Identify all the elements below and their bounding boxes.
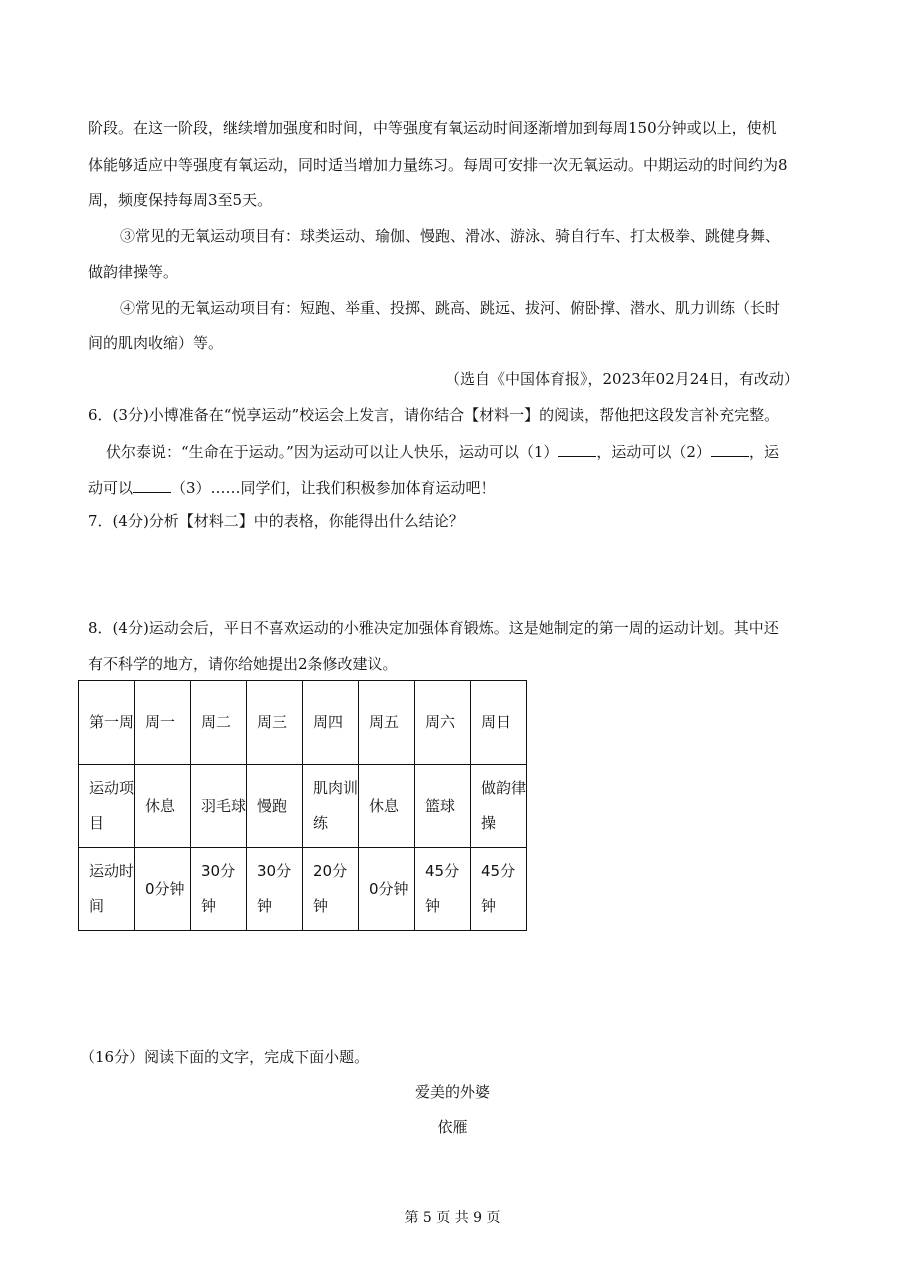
table-cell: 30分钟 xyxy=(247,848,303,931)
page-footer: 第 5 页 共 9 页 xyxy=(404,1210,501,1226)
table-cell: 运动时间 xyxy=(79,848,135,931)
table-cell: 周六 xyxy=(415,681,471,765)
paragraph-line: ③常见的无氧运动项目有：球类运动、瑜伽、慢跑、滑冰、游泳、骑自行车、打太极拳、跳健身舞、 xyxy=(120,227,781,245)
question-6-text: （3）……同学们，让我们积极参加体育运动吧！ xyxy=(171,479,496,497)
section-intro: （16分）阅读下面的文字，完成下面小题。 xyxy=(80,1048,370,1066)
question-6-text: ，运 xyxy=(748,443,779,461)
table-cell: 45分钟 xyxy=(415,848,471,931)
table-cell: 20分钟 xyxy=(303,848,359,931)
table-cell: 篮球 xyxy=(415,765,471,848)
paragraph-line: ④常见的无氧运动项目有：短跑、举重、投掷、跳高、跳远、拔河、俯卧撑、潜水、肌力训练（长时 xyxy=(120,299,781,317)
table-cell: 周四 xyxy=(303,681,359,765)
table-row xyxy=(79,765,527,848)
table-cell: 周一 xyxy=(135,681,191,765)
article-author: 依雁 xyxy=(437,1118,468,1136)
table-cell: 休息 xyxy=(135,765,191,848)
table-cell: 休息 xyxy=(359,765,415,848)
table-cell: 第一周 xyxy=(79,681,135,765)
paragraph-line: 做韵律操等。 xyxy=(88,263,179,281)
question-6-text: ，运动可以（2） xyxy=(596,443,711,461)
table-cell: 30分钟 xyxy=(191,848,247,931)
table-cell: 周二 xyxy=(191,681,247,765)
table-cell: 0分钟 xyxy=(135,848,191,931)
paragraph-line: 间的肌肉收缩）等。 xyxy=(88,334,224,352)
table-cell: 羽毛球 xyxy=(191,765,247,848)
table-row xyxy=(79,681,527,765)
question-6-line-2 xyxy=(88,476,496,498)
table-row xyxy=(79,848,527,931)
article-title: 爱美的外婆 xyxy=(414,1083,490,1101)
question-7-title: 7．(4分)分析【材料二】中的表格，你能得出什么结论？ xyxy=(88,512,464,530)
exercise-plan-table xyxy=(78,680,527,931)
question-8-line-1: 8．(4分)运动会后，平日不喜欢运动的小雅决定加强体育锻炼。这是她制定的第一周的运动计划。其中还 xyxy=(88,619,779,637)
table-cell: 运动项目 xyxy=(79,765,135,848)
table-cell: 慢跑 xyxy=(247,765,303,848)
question-6-line-1 xyxy=(106,440,779,462)
paragraph-line: 阶段。在这一阶段，继续增加强度和时间，中等强度有氧运动时间逐渐增加到每周150分钟或以上，使机 xyxy=(88,119,777,137)
paragraph-line: 体能够适应中等强度有氧运动，同时适当增加力量练习。每周可安排一次无氧运动。中期运动的时间约为8 xyxy=(88,156,788,174)
question-8-line-2: 有不科学的地方，请你给她提出2条修改建议。 xyxy=(88,655,398,673)
table-cell: 0分钟 xyxy=(359,848,415,931)
table-cell: 肌肉训练 xyxy=(303,765,359,848)
table-cell: 周五 xyxy=(359,681,415,765)
question-6-text: 伏尔泰说：“生命在于运动。”因为运动可以让人快乐，运动可以（1） xyxy=(106,443,559,461)
answer-blank-2[interactable] xyxy=(711,440,749,457)
table-cell: 周日 xyxy=(471,681,527,765)
question-6-title: 6．(3分)小博准备在“悦享运动”校运会上发言，请你结合【材料一】的阅读，帮他把这段发言补充完整。 xyxy=(88,406,780,424)
answer-blank-3[interactable] xyxy=(133,476,171,493)
table-cell: 45分钟 xyxy=(471,848,527,931)
paragraph-line: 周，频度保持每周3至5天。 xyxy=(88,191,273,209)
question-6-text: 动可以 xyxy=(88,479,134,497)
table-cell: 周三 xyxy=(247,681,303,765)
answer-blank-1[interactable] xyxy=(558,440,596,457)
table-cell: 做韵律操 xyxy=(471,765,527,848)
source-citation: （选自《中国体育报》，2023年02月24日，有改动） xyxy=(445,370,799,388)
